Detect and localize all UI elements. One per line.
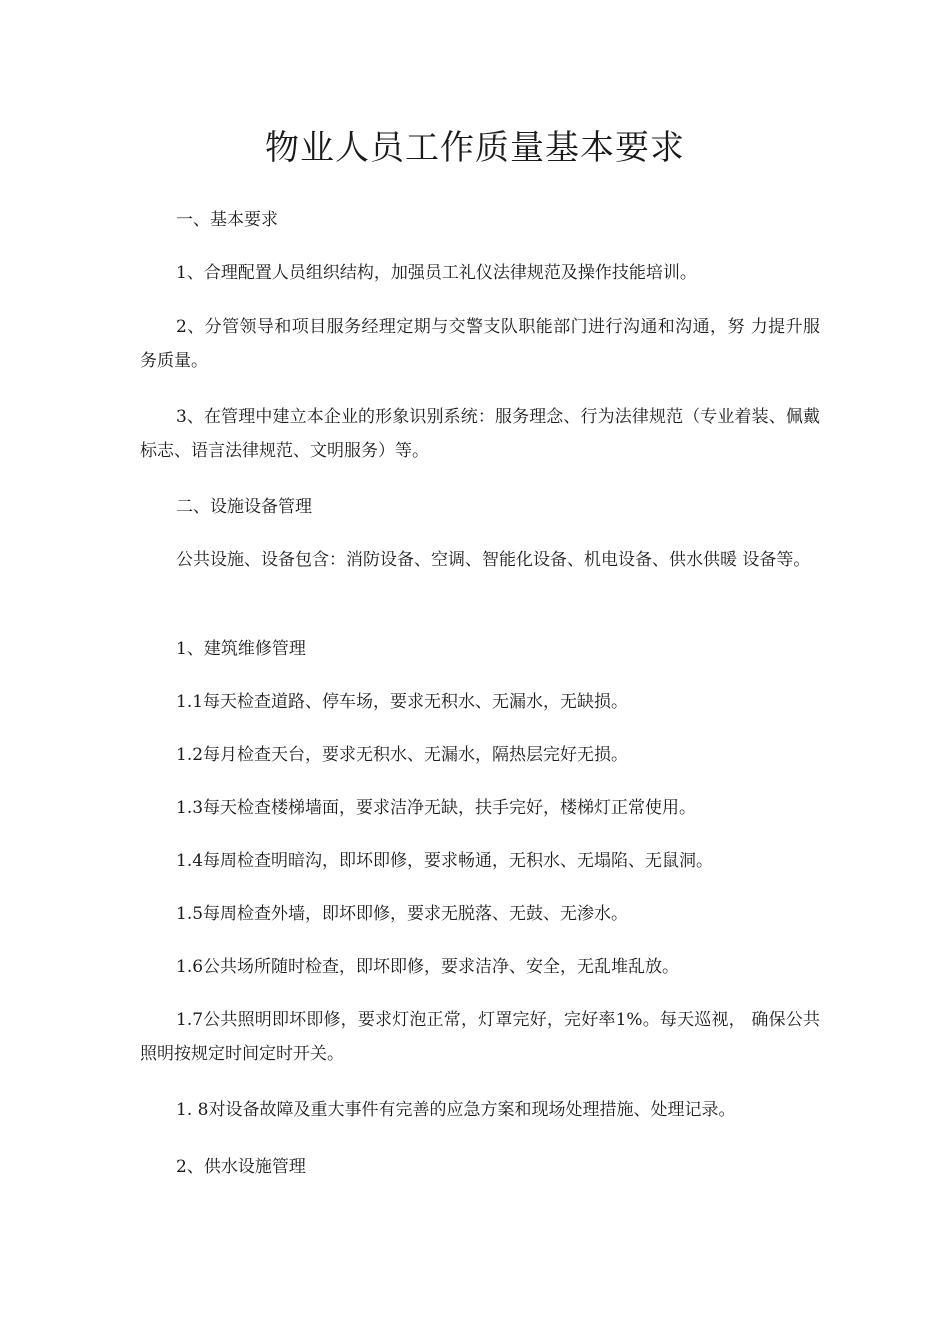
subsection-heading-water-supply: 2、供水设施管理 (176, 1157, 306, 1177)
section-heading-basic-requirements: 一、基本要求 (176, 210, 278, 230)
paragraph: 3、在管理中建立本企业的形象识别系统：服务理念、行为法律规范（专业着装、佩戴标志、语言法律规范、文明服务）等。 (140, 407, 820, 461)
list-item: 1. 8对设备故障及重大事件有完善的应急方案和现场处理措施、处理记录。 (176, 1100, 736, 1120)
list-item: 1.7公共照明即坏即修，要求灯泡正常，灯罩完好，完好率1%。每天巡视， 确保公共照明按规定时间定时开关。 (140, 1010, 820, 1064)
paragraph: 2、分管领导和项目服务经理定期与交警支队职能部门进行沟通和沟通，努 力提升服务质量。 (140, 317, 820, 371)
list-item: 1.2每月检查天台，要求无积水、无漏水，隔热层完好无损。 (176, 745, 629, 765)
paragraph: 公共设施、设备包含：消防设备、空调、智能化设备、机电设备、供水供暖 设备等。 (176, 550, 811, 570)
list-item: 1.6公共场所随时检查，即坏即修，要求洁净、安全，无乱堆乱放。 (176, 957, 680, 977)
list-item: 1.4每周检查明暗沟，即坏即修，要求畅通，无积水、无塌陷、无鼠洞。 (176, 851, 714, 871)
list-item: 1.1每天检查道路、停车场，要求无积水、无漏水，无缺损。 (176, 692, 629, 712)
document-title: 物业人员工作质量基本要求 (265, 128, 685, 168)
section-heading-facilities: 二、设施设备管理 (176, 497, 312, 517)
paragraph: 1、合理配置人员组织结构，加强员工礼仪法律规范及操作技能培训。 (176, 263, 697, 283)
subsection-heading-building-maintenance: 1、建筑维修管理 (176, 639, 306, 659)
list-item: 1.5每周检查外墙，即坏即修，要求无脱落、无鼓、无渗水。 (176, 904, 629, 924)
list-item: 1.3每天检查楼梯墙面，要求洁净无缺，扶手完好，楼梯灯正常使用。 (176, 798, 697, 818)
